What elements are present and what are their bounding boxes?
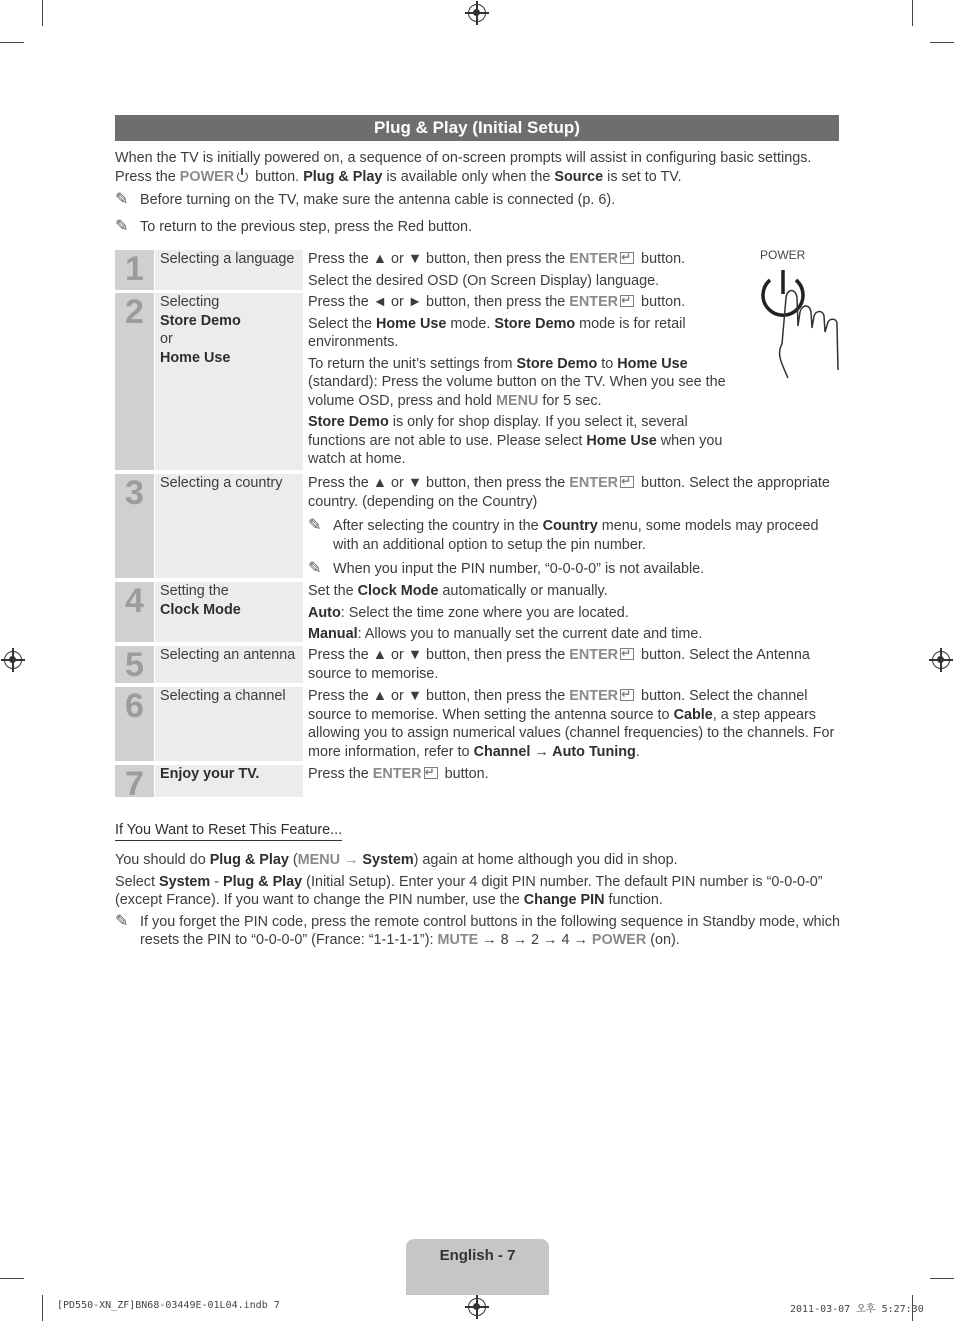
step-label: Selecting a country <box>155 474 303 578</box>
step-row <box>115 687 839 761</box>
page-number-tab: English - 7 <box>406 1239 549 1295</box>
step-number: 1 <box>115 250 154 290</box>
footer-filename: [PD550-XN_ZF]BN68-03449E-01L04.indb 7 <box>57 1300 280 1311</box>
note-pencil-icon: ✎ <box>308 560 322 577</box>
reset-note: ✎ If you forget the PIN code, press the remote control buttons in the following sequence in Standby mode, which resets the PIN to “0-0-0-0” (France: “1-1-1-1”): MUTE → 8 → 2 → 4 → POWER (on). <box>115 912 840 948</box>
step-description: Press the ENTER↵ button. <box>308 765 838 787</box>
enter-icon <box>620 476 634 488</box>
reset-section: You should do Plug & Play (MENU → System) again at home although you did in shop. Select System - Plug & Play (Initial Setup). Enter your 4 digit PIN number. The default PIN number is “0-0-0-0” (except France). If you want to change the PIN number, use the Change PIN function. ✎ If you forget the PIN code, press the remote control buttons in the following sequence in Standby mode, which resets the PIN to “0-0-0-0” (France: “1-1-1-1”): MUTE → 8 → 2 → 4 → POWER (on). <box>115 851 845 950</box>
crop-mark <box>0 42 24 43</box>
footer-timestamp: 2011-03-07 오후 5:27:30 <box>790 1304 924 1315</box>
step-description: Press the ▲ or ▼ button, then press the ENTER↵ button. Select the desired OSD (On Screen Display) language. <box>308 250 838 293</box>
intro-line-2: Press the POWER button. Plug & Play is available only when the Source is set to TV. <box>115 168 682 185</box>
step-row <box>115 765 839 803</box>
step-note: ✎ When you input the PIN number, “0-0-0-0” is not available. <box>308 560 705 577</box>
step-number: 3 <box>115 474 154 578</box>
step-description: Press the ▲ or ▼ button, then press the ENTER↵ button. Select the appropriate country. (depending on the Country) ✎ After selecting the country in the Country menu, some models may proceed with an additional option to setup the pin number. ✎ When you input the PIN number, “0-0-0-0” is not available. <box>308 474 838 579</box>
step-label: Setting the Clock Mode <box>155 582 303 642</box>
enter-icon <box>620 295 634 307</box>
step-row <box>115 474 839 578</box>
power-illustration-label: POWER <box>760 248 806 262</box>
step-label: Selecting Store Demo or Home Use <box>155 293 303 470</box>
crop-mark <box>930 1278 954 1279</box>
note-red-button: ✎ To return to the previous step, press the Red button. <box>115 218 472 235</box>
step-note: ✎ After selecting the country in the Country menu, some models may proceed with an additional option to setup the pin number. <box>308 517 819 553</box>
step-row <box>115 582 839 642</box>
page-title: Plug & Play (Initial Setup) <box>115 115 839 141</box>
step-row <box>115 293 839 470</box>
step-number: 7 <box>115 765 154 797</box>
step-label: Selecting a channel <box>155 687 303 761</box>
crop-mark <box>0 1278 24 1279</box>
step-number: 5 <box>115 646 154 683</box>
step-description: Press the ◄ or ► button, then press the ENTER↵ button. Select the Home Use mode. Store Demo mode is for retail environments. To return the unit’s settings from Store Demo to Home Use (standard): Press the volume button on the TV. When you see the volume OSD, press and hold MENU for 5 sec. Store Demo is only for shop display. If you select it, several functions are not able to use. Please select Home Use when you watch at home. <box>308 293 733 472</box>
note-pencil-icon: ✎ <box>115 912 129 930</box>
step-description: Press the ▲ or ▼ button, then press the ENTER↵ button. Select the channel source to memorise. When setting the antenna source to Cable, a step appears allowing you to assign numerical values (channel frequencies) to the channels. For more information, refer to Channel → Auto Tuning. <box>308 687 838 764</box>
enter-icon <box>424 767 438 779</box>
step-description: Press the ▲ or ▼ button, then press the ENTER↵ button. Select the Antenna source to memorise. <box>308 646 838 686</box>
note-pencil-icon: ✎ <box>115 191 129 208</box>
intro-paragraph <box>115 149 845 186</box>
step-label: Selecting an antenna <box>155 646 303 683</box>
registration-mark-icon <box>468 1298 486 1316</box>
crop-mark <box>930 42 954 43</box>
note-pencil-icon: ✎ <box>115 218 129 235</box>
enter-icon <box>620 648 634 660</box>
registration-mark-icon <box>468 4 486 22</box>
step-number: 6 <box>115 687 154 761</box>
crop-mark <box>42 0 43 26</box>
step-number: 2 <box>115 293 154 470</box>
reset-heading: If You Want to Reset This Feature... <box>115 822 342 841</box>
registration-mark-icon <box>932 651 950 669</box>
note-pencil-icon: ✎ <box>308 517 322 534</box>
enter-icon <box>620 252 634 264</box>
power-icon <box>237 171 248 182</box>
step-row <box>115 250 839 290</box>
step-number: 4 <box>115 582 154 642</box>
note-antenna: ✎ Before turning on the TV, make sure the antenna cable is connected (p. 6). <box>115 191 616 208</box>
step-description: Set the Clock Mode automatically or manually. Auto: Select the time zone where you are located. Manual: Allows you to manually set the current date and time. <box>308 583 703 642</box>
registration-mark-icon <box>4 651 22 669</box>
crop-mark <box>42 1295 43 1321</box>
enter-icon <box>620 689 634 701</box>
intro-line-1: When the TV is initially powered on, a sequence of on-screen prompts will assist in configuring basic settings. <box>115 150 812 166</box>
step-label: Enjoy your TV. <box>155 765 303 797</box>
crop-mark <box>912 0 913 26</box>
step-row <box>115 646 839 683</box>
step-label: Selecting a language <box>155 250 303 290</box>
